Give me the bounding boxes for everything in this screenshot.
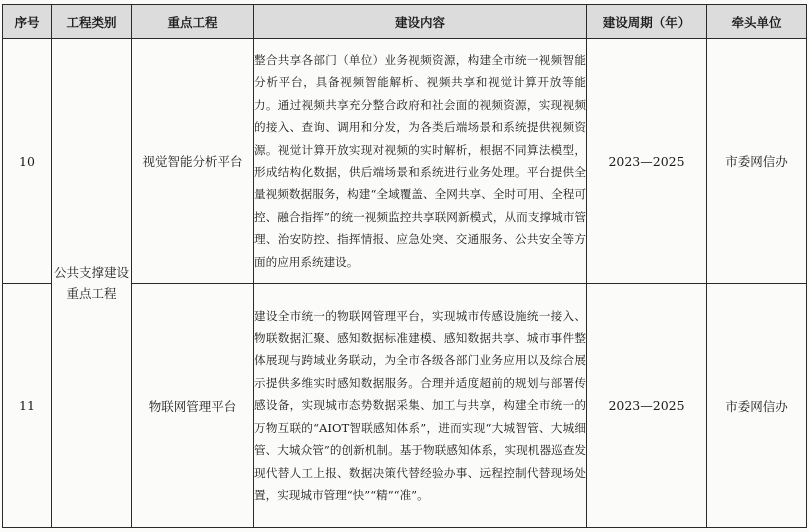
content-text: 建设全市统一的物联网管理平台，实现城市传感设施统一接入、物联数据汇聚、感知数据标准建模、感知数据共享、城市事件整体展现与跨域业务联动，为全市各级各部门业务应用以及综合展示提供多维实时感知数据服务。合理并适度超前的规划与部署传感设备，实现城市态势数据采集、加工与共享，构建全市统一的万物互联的“AIOT智联感知体系”，进而实现“大城智管、大城细管、大城众管”的创新机制。基于物联感知体系，实现机器巡查发现代替人工上报、数据决策代替经验办事、远程控制代替现场处置，实现城市管理“快”“精”“准”。 [254, 308, 586, 502]
project-content [254, 284, 587, 528]
project-name: 视觉智能分析平台 [132, 39, 254, 284]
lead-unit: 市委网信办 [707, 39, 807, 284]
header-period: 建设周期（年） [587, 5, 707, 39]
header-no: 序号 [3, 5, 52, 39]
project-name: 物联网管理平台 [132, 284, 254, 528]
table-row [3, 39, 807, 284]
construction-period: 2023—2025 [587, 39, 707, 284]
projects-table [2, 4, 807, 528]
category-cell [52, 39, 132, 528]
table-header-row [3, 5, 807, 39]
row-number: 10 [3, 39, 52, 284]
lead-unit: 市委网信办 [707, 284, 807, 528]
header-project: 重点工程 [132, 5, 254, 39]
construction-period: 2023—2025 [587, 284, 707, 528]
header-category: 工程类别 [52, 5, 132, 39]
project-content [254, 39, 587, 284]
category-label: 公共支撑建设重点工程 [53, 265, 129, 301]
row-number: 11 [3, 284, 52, 528]
header-lead: 牵头单位 [707, 5, 807, 39]
content-text: 整合共享各部门（单位）业务视频资源，构建全市统一视频智能分析平台，具备视频智能解析、视频共享和视觉计算开放等能力。通过视频共享充分整合政府和社会面的视频资源，实现视频的接入、查询、调用和分发，为各类后端场景和系统提供视频资源。视觉计算开放实现对视频的实时解析，根据不同算法模型，形成结构化数据，供后端场景和系统进行业务处理。平台提供全量视频数据服务，构建“全域覆盖、全网共享、全时可用、全程可控、融合指挥”的统一视频监控共享联网新模式，从而支撑城市管理、治安防控、指挥情报、应急处突、交通服务、公共安全等方面的应用系统建设。 [254, 52, 586, 269]
header-content: 建设内容 [254, 5, 587, 39]
